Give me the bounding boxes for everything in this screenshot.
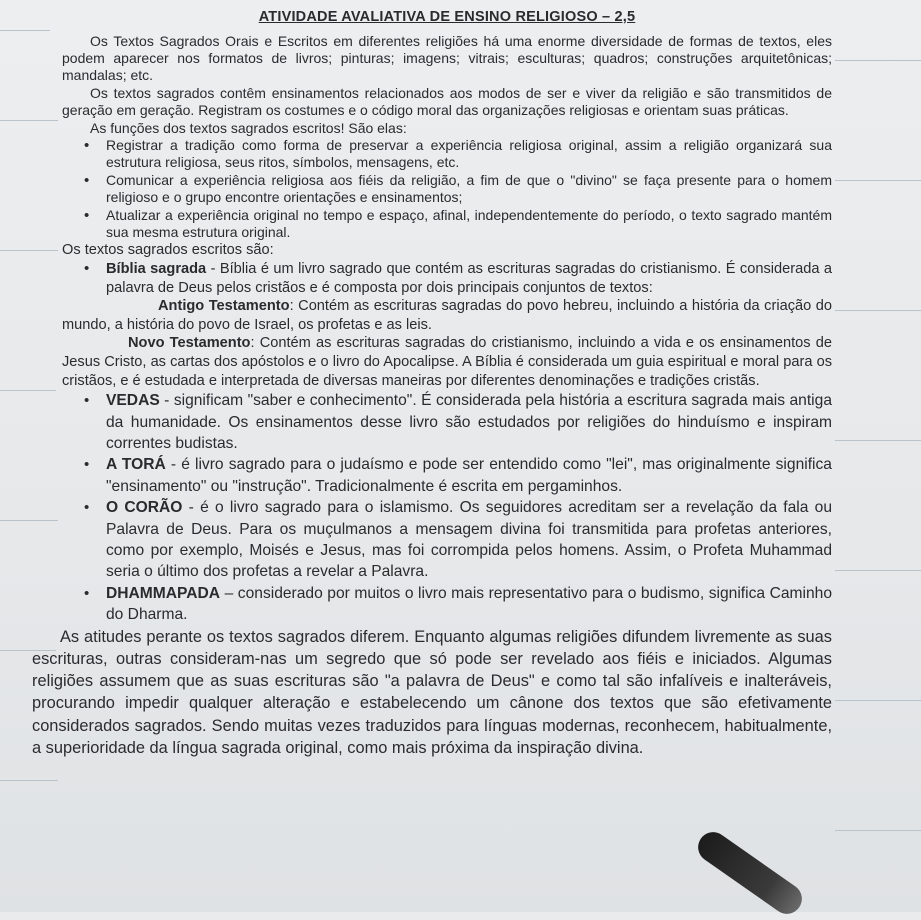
list-item: • Atualizar a experiência original no tempo e espaço, afinal, independentemente do período, o texto sagrado mantém sua mesma estrutura original.	[106, 207, 832, 242]
bible-label: Bíblia sagrada	[106, 261, 207, 278]
list-item-dhammapada	[106, 583, 832, 626]
list-item-tora	[106, 454, 832, 497]
worksheet-content	[32, 8, 832, 759]
functions-list	[62, 137, 832, 241]
new-testament-paragraph	[62, 334, 832, 390]
list-item-vedas	[106, 390, 832, 454]
list-item: • Registrar a tradição como forma de preservar a experiência religiosa original, assim a religião organizará sua estrutura religiosa, seus ritos, símbolos, mensagens, etc.	[106, 137, 832, 172]
worksheet-title: ATIVIDADE AVALIATIVA DE ENSINO RELIGIOSO – 2,5	[258, 9, 636, 25]
vedas-label: VEDAS	[106, 392, 160, 410]
new-testament-text: : Contém as escrituras sagradas do cristianismo, incluindo a vida e os ensinamentos de Jesus Cristo, as cartas dos apóstolos e o livro do Apocalipse. A Bíblia é considerada um guia espiritual e moral para os cristãos, e é estudada e interpretada de diversas maneiras por diferentes denominações e tradições cristãs.	[62, 335, 832, 389]
functions-heading: As funções dos textos sagrados escritos! São elas:	[90, 119, 407, 136]
tora-text: - é livro sagrado para o judaísmo e pode ser entendido como "lei", mas originalmente significa "ensinamento" ou "instrução". Tradicionalmente é escrita em pergaminhos.	[106, 456, 832, 495]
list-item-bible	[106, 260, 832, 297]
intro-paragraph: Os Textos Sagrados Orais e Escritos em diferentes religiões há uma enorme diversidade de formas de textos, eles podem aparecer nos formatos de livros; pinturas; imagens; vitrais; esculturas; quadros; construções arquitetônicas; mandalas; etc.	[62, 32, 832, 84]
corao-text: - é o livro sagrado para o islamismo. Os seguidores acreditam ser a revelação da fala ou Palavra de Deus. Para os muçulmanos a mensagem divina foi transmitida para profetas anteriores, como por exemplo, Moisés e Jesus, mas foi corrompida pelos homens. Assim, o Profeta Muhammad seria o último dos profetas a revelar a Palavra.	[106, 499, 832, 581]
dhammapada-text: – considerado por muitos o livro mais representativo para o budismo, significa Caminho do Dharma.	[106, 584, 832, 624]
old-testament-label: Antigo Testamento	[158, 298, 290, 315]
sacred-texts-list	[62, 260, 832, 297]
written-texts-heading: Os textos sagrados escritos são:	[62, 242, 274, 259]
closing-paragraph: As atitudes perante os textos sagrados diferem. Enquanto algumas religiões difundem livremente as suas escrituras, outras consideram-nas um segredo que só pode ser revelado aos fiéis e iniciados. Algumas religiões assumem que as suas escrituras são "a palavra de Deus" e como tal são infalíveis e inalteráveis, procurando impedir qualquer alteração e estabelecendo um cânone dos textos que são efetivamente considerados sagrados. Sendo muitas vezes traduzidos para línguas modernas, reconhecem, habitualmente, a superioridade da língua sagrada original, como mais próxima da inspiração divina.	[32, 627, 832, 757]
dhammapada-label: DHAMMAPADA	[106, 584, 221, 602]
vedas-text: - significam "saber e conhecimento". É considerada pela história a escritura sagrada mais antiga da humanidade. Os ensinamentos desse livro são estudados por religiões do hinduísmo e inspiram correntes budistas.	[106, 392, 832, 453]
bible-text: - Bíblia é um livro sagrado que contém as escrituras sagradas do cristianismo. É considerada a palavra de Deus pelos cristãos e é composta por dois principais conjuntos de textos:	[106, 261, 832, 296]
tora-label: A TORÁ	[106, 456, 166, 474]
corao-label: O CORÃO	[106, 499, 183, 517]
list-item: • Comunicar a experiência religiosa aos fiéis da religião, a fim de que o "divino" se faça presente para o homem religioso e o grupo encontre orientações e ensinamentos;	[106, 172, 832, 207]
new-testament-label: Novo Testamento	[128, 335, 251, 352]
old-testament-paragraph	[62, 297, 832, 334]
sacred-books-list	[62, 390, 832, 625]
old-testament-text: : Contém as escrituras sagradas do povo hebreu, incluindo a história da criação do mundo, a história do povo de Israel, os profetas e as leis.	[62, 298, 832, 333]
list-item-corao	[106, 497, 832, 583]
teachings-paragraph: Os textos sagrados contêm ensinamentos relacionados aos modos de ser e viver da religião e são transmitidos de geração em geração. Registram os costumes e o código moral das organizações religiosas e orientam suas práticas.	[62, 84, 832, 119]
